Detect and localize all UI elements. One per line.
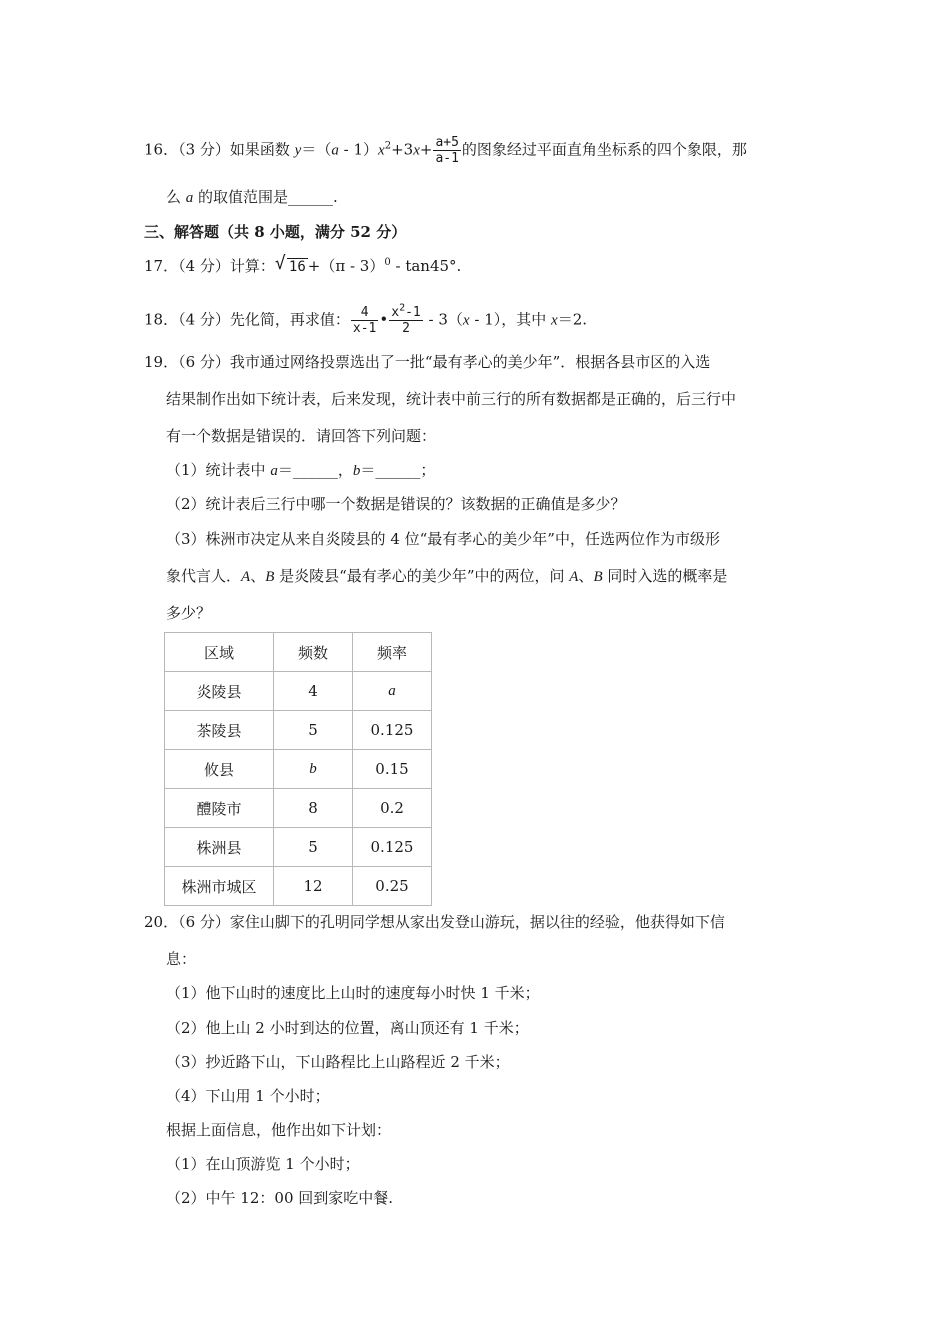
q19-p3-var-A2: A — [569, 569, 579, 585]
q16-text: 16．（3 分）如果函数 — [144, 140, 295, 159]
q16-var-x: x — [378, 142, 385, 159]
sqrt-icon: √ — [274, 253, 286, 274]
q16-eq: ＝（ — [301, 140, 332, 159]
table-row — [165, 672, 432, 711]
q19-part3-line1: （3）株洲市决定从来自炎陵县的 4 位“最有孝心的美少年”中，任选两位作为市级形 — [166, 530, 720, 548]
q19-part3-line2 — [166, 566, 727, 587]
q19-p1-b: ＝______， — [277, 461, 353, 479]
table-header: 区域 — [165, 633, 274, 672]
q16-line2-b: 的取值范围是______. — [193, 188, 338, 206]
q16-var-y: y — [294, 142, 302, 159]
q19-p3-sep: 、 — [250, 567, 266, 585]
q19-part3-line3: 多少？ — [166, 604, 212, 622]
q17-prefix: 17．（4 分）计算： — [144, 257, 275, 275]
q19-p1-c: ＝______； — [360, 461, 436, 479]
q19-p3-var-A: A — [241, 569, 251, 585]
q19-part2: （2）统计表后三行中哪一个数据是错误的？该数据的正确值是多少？ — [166, 495, 626, 513]
q19-p1-var-a: a — [270, 463, 278, 479]
table-cell: 0.15 — [353, 750, 432, 789]
q19-line3: 有一个数据是错误的．请回答下列问题： — [166, 427, 437, 445]
statistics-table — [164, 632, 432, 906]
q19-p3-c: 同时入选的概率是 — [602, 567, 728, 585]
table-cell: 醴陵市 — [165, 789, 274, 828]
table-row — [165, 828, 432, 867]
q20-info-2: （2）他上山 2 小时到达的位置，离山顶还有 1 千米； — [166, 1019, 529, 1037]
q20-info-4: （4）下山用 1 个小时； — [166, 1087, 330, 1105]
q20-plan-2: （2）中午 12：00 回到家吃中餐. — [166, 1189, 394, 1207]
q18-var-x2: x — [551, 312, 558, 329]
table-header-row — [165, 633, 432, 672]
q19-p3-var-B2: B — [593, 569, 603, 585]
table-header: 频率 — [353, 633, 432, 672]
q19-p3-var-B: B — [265, 569, 275, 585]
q20-line1: 20．（6 分）家住山脚下的孔明同学想从家出发登山游玩，据以往的经验，他获得如下信 — [144, 913, 725, 931]
q18-fraction-1 — [351, 305, 378, 336]
q18-f1-den: x-1 — [352, 321, 377, 336]
q18-f2-num-x: x — [391, 305, 400, 320]
table-cell: 5 — [274, 828, 353, 867]
q16-frac-den: a-1 — [435, 151, 459, 166]
q16-frac-num: a+5 — [435, 135, 459, 150]
table-cell: 4 — [274, 672, 353, 711]
table-cell: 8 — [274, 789, 353, 828]
q19-line1: 19．（6 分）我市通过网络投票选出了一批“最有孝心的美少年”．根据各县市区的入选 — [144, 353, 711, 371]
q17-sqrt — [274, 253, 308, 277]
table-cell: 炎陵县 — [165, 672, 274, 711]
q17-rest-b: - tan45°. — [390, 257, 462, 275]
q18-f2-num-b: -1 — [405, 305, 421, 320]
q16-var-x2: x — [413, 142, 420, 159]
table-row — [165, 867, 432, 906]
q18-f2-num — [389, 302, 423, 321]
q19-p3-a: 象代言人． — [166, 567, 242, 585]
q16-exponent: 2 — [384, 140, 392, 152]
q17-radicand: 16 — [288, 259, 306, 275]
table-cell: a — [353, 672, 432, 711]
table-cell: 0.25 — [353, 867, 432, 906]
q16-minus1: - 1） — [338, 140, 379, 159]
q19-p3-b: 是炎陵县“最有孝心的美少年”中的两位，问 — [274, 567, 570, 585]
table-row — [165, 789, 432, 828]
q16-plus3: +3 — [391, 140, 414, 159]
table-cell: 茶陵县 — [165, 711, 274, 750]
q18-rest-b: - 1），其中 — [469, 310, 552, 329]
q16-line1 — [144, 135, 747, 166]
q19-p3-sep2: 、 — [578, 567, 594, 585]
q20-info-1: （1）他下山时的速度比上山时的速度每小时快 1 千米； — [166, 984, 540, 1002]
q18-dot: • — [379, 310, 389, 329]
q19-line2: 结果制作出如下统计表，后来发现，统计表中前三行的所有数据都是正确的，后三行中 — [166, 390, 737, 408]
q17 — [144, 253, 462, 277]
q18-f2-exponent: 2 — [399, 302, 406, 314]
table-cell: 0.125 — [353, 828, 432, 867]
q20-line2: 息： — [166, 950, 197, 968]
q18-var-x: x — [462, 312, 470, 329]
q19-part1 — [166, 460, 435, 481]
q16-line2-a: 么 — [166, 188, 186, 206]
q16-fraction — [433, 135, 460, 166]
table-header: 频数 — [274, 633, 353, 672]
table-cell: 株洲县 — [165, 828, 274, 867]
table-cell: 0.125 — [353, 711, 432, 750]
q16-text-b: 的图象经过平面直角坐标系的四个象限，那 — [461, 140, 747, 159]
table-row — [165, 711, 432, 750]
q20-info-3: （3）抄近路下山，下山路程比上山路程近 2 千米； — [166, 1053, 510, 1071]
q18-rest-c: ＝2. — [557, 310, 587, 329]
q18 — [144, 302, 587, 336]
table-cell: 攸县 — [165, 750, 274, 789]
q16-var-a: a — [331, 142, 339, 159]
table-cell: 5 — [274, 711, 353, 750]
table-cell: 12 — [274, 867, 353, 906]
q20-plan-1: （1）在山顶游览 1 个小时； — [166, 1155, 360, 1173]
q18-fraction-2 — [389, 302, 423, 336]
table-cell: b — [274, 750, 353, 789]
q16-plus: + — [419, 140, 433, 159]
table-row — [165, 750, 432, 789]
q17-rest-a: +（π - 3） — [307, 257, 385, 275]
q18-rest-a: - 3（ — [423, 310, 463, 329]
table-cell: 株洲市城区 — [165, 867, 274, 906]
section-3-heading: 三、解答题（共 8 小题，满分 52 分） — [144, 223, 407, 241]
q19-p1-a: （1）统计表中 — [166, 461, 271, 479]
q17-exponent: 0 — [384, 257, 391, 268]
q18-f1-num: 4 — [351, 305, 378, 321]
q20-plan-intro: 根据上面信息，他作出如下计划： — [166, 1121, 392, 1139]
q18-prefix: 18．（4 分）先化简，再求值： — [144, 310, 350, 329]
q16-line2 — [166, 187, 338, 208]
table-cell: 0.2 — [353, 789, 432, 828]
q19-p1-var-b: b — [352, 463, 361, 479]
q18-f2-den: 2 — [402, 321, 410, 336]
q16-line2-var: a — [185, 190, 194, 206]
